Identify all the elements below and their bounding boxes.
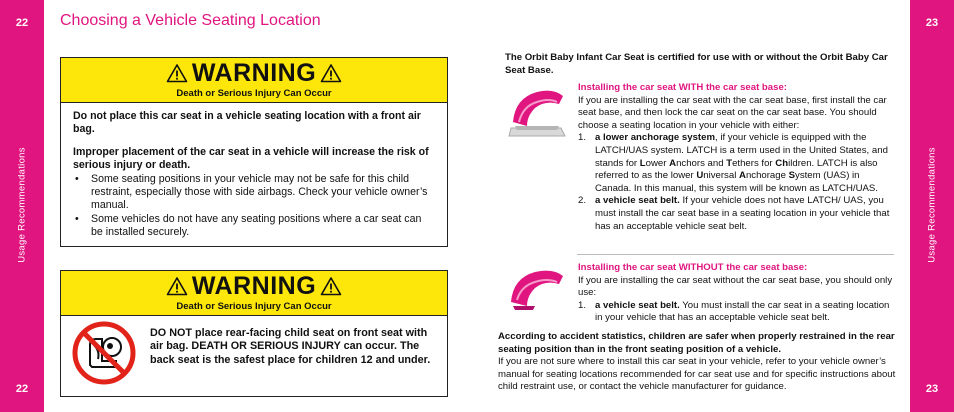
warning-triangle-icon <box>166 276 188 296</box>
left-margin-band <box>0 0 44 412</box>
list-item: 1. a vehicle seat belt. You must install the car seat in a seating location in your vehicle that has an acceptable vehicle seat belt. <box>578 299 890 324</box>
closing-bold-text: According to accident statistics, children are safer when properly restrained in the rear seating position than in the front seating position of a vehicle. <box>498 331 895 355</box>
right-margin-band <box>910 0 954 412</box>
list-item: 1. a lower anchorage system, if your vehicle is equipped with the LATCH/UAS system. LATCH is a term used in the United States, and stands for Lower Anchors and Tethers for Children. LATCH is also referred to as the lower Universal Anchorage System (UAS) in Canada. In this manual, this system will be known as LATCH/UAS. <box>578 132 888 194</box>
section-heading: Installing the car seat WITHOUT the car seat base: <box>578 262 808 273</box>
warning-text: DO NOT place rear-facing child seat on front seat with air bag. DEATH OR SERIOUS INJURY can occur. The back seat is the safest place for children 12 and under. <box>150 327 431 366</box>
no-airbag-prohibition-icon <box>72 321 136 385</box>
warning-triangle-icon <box>320 276 342 296</box>
closing-section <box>498 331 898 394</box>
warning-box-1 <box>60 57 448 247</box>
warning-title: WARNING <box>166 273 342 299</box>
page-number-top: 23 <box>925 17 939 29</box>
warning-subtitle: Death or Serious Injury Can Occur <box>176 88 332 99</box>
list-item: • Some vehicles do not have any seating positions where a car seat can be installed securely. <box>91 213 433 240</box>
section-divider <box>577 254 894 255</box>
warning-title: WARNING <box>166 60 342 86</box>
page-number-top: 22 <box>15 17 29 29</box>
warning-box-2 <box>60 270 448 397</box>
car-seat-image <box>505 264 569 312</box>
section-heading: Installing the car seat WITH the car seat base: <box>578 82 787 93</box>
with-base-section <box>578 82 896 233</box>
car-seat-on-base-image <box>505 82 569 140</box>
numbered-list <box>578 300 896 325</box>
warning-triangle-icon <box>320 63 342 83</box>
without-base-section <box>578 262 896 325</box>
warning-body <box>61 103 447 240</box>
side-label: Usage Recommendations <box>926 147 938 263</box>
warning-header <box>61 271 447 316</box>
side-label: Usage Recommendations <box>16 147 28 263</box>
page-number-bottom: 22 <box>15 383 29 395</box>
warning-subtitle: Death or Serious Injury Can Occur <box>176 301 332 312</box>
warning-triangle-icon <box>166 63 188 83</box>
section-text: If you are installing the car seat without the car seat base, you should only use: <box>578 274 893 299</box>
list-item: • Some seating positions in your vehicle may not be safe for this child restraint, especially those with side airbags. Check your vehicle owner’s manual. <box>91 173 433 213</box>
page-number-bottom: 23 <box>925 383 939 395</box>
intro-text: The Orbit Baby Infant Car Seat is certified for use with or without the Orbit Baby Car Seat Base. <box>505 52 888 76</box>
warning-text: Do not place this car seat in a vehicle seating location with a front air bag. <box>73 110 421 136</box>
warning-header <box>61 58 447 103</box>
section-text: If you are installing the car seat with the car seat base, first install the car seat base, and then lock the car seat on the car seat base. You should choose a seating location in your vehicle with either: <box>578 94 887 131</box>
numbered-list <box>578 132 896 233</box>
warning-text: Improper placement of the car seat in a vehicle will increase the risk of serious injury or death. <box>73 145 429 172</box>
closing-text: If you are not sure where to install this car seat in your vehicle, refer to your vehicle owner’s manual for seating locations recommended for car seat use and for specific instructions about child restraint use, or contact the vehicle manufacturer for guidance. <box>498 356 896 393</box>
list-item: 2. a vehicle seat belt. If your vehicle does not have LATCH/ UAS, you must install the car seat base in a seating location in your vehicle that has an acceptable vehicle seat belt. <box>578 195 890 232</box>
warning-bullets <box>73 173 433 240</box>
page-title: Choosing a Vehicle Seating Location <box>60 12 321 29</box>
